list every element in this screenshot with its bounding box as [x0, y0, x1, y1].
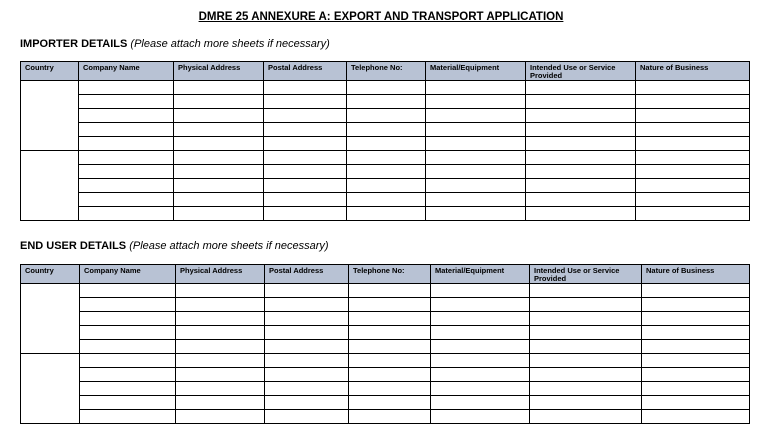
intended-use-or-service-provided-cell[interactable] [526, 95, 636, 109]
material-equipment-cell[interactable] [431, 410, 530, 424]
nature-of-business-cell[interactable] [642, 382, 750, 396]
material-equipment-cell[interactable] [426, 179, 526, 193]
column-header-company-name: Company Name [80, 265, 176, 284]
postal-address-cell[interactable] [265, 298, 349, 312]
table-row [21, 396, 750, 410]
postal-address-cell[interactable] [265, 340, 349, 354]
telephone-no-cell[interactable] [347, 123, 426, 137]
postal-address-cell[interactable] [264, 151, 347, 165]
company-name-cell[interactable] [79, 95, 174, 109]
telephone-no-cell[interactable] [347, 95, 426, 109]
end-user-heading-label: END USER DETAILS [20, 240, 127, 252]
table-row [21, 326, 750, 340]
physical-address-cell[interactable] [176, 382, 265, 396]
table-row [21, 179, 750, 193]
telephone-no-cell[interactable] [347, 81, 426, 95]
column-header-company-name: Company Name [79, 62, 174, 81]
physical-address-cell[interactable] [174, 123, 264, 137]
intended-use-or-service-provided-cell[interactable] [530, 326, 642, 340]
nature-of-business-cell[interactable] [636, 207, 750, 221]
intended-use-or-service-provided-cell[interactable] [530, 396, 642, 410]
physical-address-cell[interactable] [174, 165, 264, 179]
nature-of-business-cell[interactable] [636, 109, 750, 123]
table-row [21, 382, 750, 396]
material-equipment-cell[interactable] [426, 81, 526, 95]
company-name-cell[interactable] [79, 193, 174, 207]
postal-address-cell[interactable] [265, 368, 349, 382]
table-row [21, 151, 750, 165]
postal-address-cell[interactable] [265, 326, 349, 340]
company-name-cell[interactable] [80, 368, 176, 382]
nature-of-business-cell[interactable] [642, 340, 750, 354]
nature-of-business-cell[interactable] [636, 95, 750, 109]
column-header-material-equipment: Material/Equipment [426, 62, 526, 81]
nature-of-business-cell[interactable] [636, 123, 750, 137]
company-name-cell[interactable] [80, 340, 176, 354]
material-equipment-cell[interactable] [426, 109, 526, 123]
physical-address-cell[interactable] [174, 193, 264, 207]
column-header-nature-of-business: Nature of Business [642, 265, 750, 284]
physical-address-cell[interactable] [176, 396, 265, 410]
country-entry-cell[interactable] [21, 284, 80, 354]
postal-address-cell[interactable] [264, 137, 347, 151]
intended-use-or-service-provided-cell[interactable] [526, 207, 636, 221]
intended-use-or-service-provided-cell[interactable] [530, 410, 642, 424]
telephone-no-cell[interactable] [347, 165, 426, 179]
intended-use-or-service-provided-cell[interactable] [530, 298, 642, 312]
country-entry-cell[interactable] [21, 151, 79, 221]
nature-of-business-cell[interactable] [636, 151, 750, 165]
telephone-no-cell[interactable] [347, 109, 426, 123]
end-user-heading-note: (Please attach more sheets if necessary) [129, 240, 329, 252]
company-name-cell[interactable] [80, 284, 176, 298]
material-equipment-cell[interactable] [426, 207, 526, 221]
document-title: DMRE 25 ANNEXURE A: EXPORT AND TRANSPORT APPLICATION [198, 11, 564, 23]
physical-address-cell[interactable] [174, 95, 264, 109]
company-name-cell[interactable] [80, 312, 176, 326]
table-row [21, 137, 750, 151]
postal-address-cell[interactable] [265, 284, 349, 298]
physical-address-cell[interactable] [176, 354, 265, 368]
postal-address-cell[interactable] [264, 165, 347, 179]
end-user-section-heading [20, 240, 329, 252]
company-name-cell[interactable] [80, 326, 176, 340]
physical-address-cell[interactable] [174, 109, 264, 123]
column-header-telephone-no: Telephone No: [349, 265, 431, 284]
intended-use-or-service-provided-cell[interactable] [530, 284, 642, 298]
nature-of-business-cell[interactable] [636, 179, 750, 193]
telephone-no-cell[interactable] [347, 207, 426, 221]
physical-address-cell[interactable] [176, 298, 265, 312]
nature-of-business-cell[interactable] [642, 368, 750, 382]
physical-address-cell[interactable] [174, 207, 264, 221]
postal-address-cell[interactable] [264, 193, 347, 207]
intended-use-or-service-provided-cell[interactable] [526, 165, 636, 179]
importer-heading-label: IMPORTER DETAILS [20, 38, 128, 50]
column-header-physical-address: Physical Address [176, 265, 265, 284]
nature-of-business-cell[interactable] [636, 137, 750, 151]
nature-of-business-cell[interactable] [642, 326, 750, 340]
nature-of-business-cell[interactable] [636, 193, 750, 207]
postal-address-cell[interactable] [264, 95, 347, 109]
column-header-country: Country [21, 265, 80, 284]
telephone-no-cell[interactable] [349, 298, 431, 312]
physical-address-cell[interactable] [174, 151, 264, 165]
table-row [21, 312, 750, 326]
importer-heading-note: (Please attach more sheets if necessary) [130, 38, 330, 50]
telephone-no-cell[interactable] [347, 179, 426, 193]
nature-of-business-cell[interactable] [642, 354, 750, 368]
table-row [21, 368, 750, 382]
telephone-no-cell[interactable] [349, 368, 431, 382]
nature-of-business-cell[interactable] [642, 284, 750, 298]
company-name-cell[interactable] [79, 137, 174, 151]
column-header-postal-address: Postal Address [264, 62, 347, 81]
postal-address-cell[interactable] [265, 382, 349, 396]
table-row [21, 95, 750, 109]
telephone-no-cell[interactable] [347, 151, 426, 165]
postal-address-cell[interactable] [264, 109, 347, 123]
table-row [21, 340, 750, 354]
intended-use-or-service-provided-cell[interactable] [526, 193, 636, 207]
column-header-physical-address: Physical Address [174, 62, 264, 81]
intended-use-or-service-provided-cell[interactable] [530, 382, 642, 396]
material-equipment-cell[interactable] [426, 151, 526, 165]
nature-of-business-cell[interactable] [642, 410, 750, 424]
company-name-cell[interactable] [79, 207, 174, 221]
physical-address-cell[interactable] [174, 81, 264, 95]
material-equipment-cell[interactable] [426, 123, 526, 137]
telephone-no-cell[interactable] [349, 410, 431, 424]
company-name-cell[interactable] [80, 382, 176, 396]
company-name-cell[interactable] [79, 179, 174, 193]
intended-use-or-service-provided-cell[interactable] [530, 340, 642, 354]
column-header-nature-of-business: Nature of Business [636, 62, 750, 81]
column-header-postal-address: Postal Address [265, 265, 349, 284]
intended-use-or-service-provided-cell[interactable] [526, 109, 636, 123]
material-equipment-cell[interactable] [426, 95, 526, 109]
telephone-no-cell[interactable] [349, 284, 431, 298]
table-row [21, 207, 750, 221]
postal-address-cell[interactable] [264, 207, 347, 221]
company-name-cell[interactable] [80, 396, 176, 410]
material-equipment-cell[interactable] [431, 340, 530, 354]
nature-of-business-cell[interactable] [642, 312, 750, 326]
importer-details-table [20, 61, 750, 221]
material-equipment-cell[interactable] [431, 354, 530, 368]
intended-use-or-service-provided-cell[interactable] [530, 368, 642, 382]
postal-address-cell[interactable] [265, 312, 349, 326]
material-equipment-cell[interactable] [426, 165, 526, 179]
importer-header-row [21, 62, 750, 81]
intended-use-or-service-provided-cell[interactable] [530, 312, 642, 326]
company-name-cell[interactable] [79, 81, 174, 95]
table-row [21, 165, 750, 179]
telephone-no-cell[interactable] [349, 326, 431, 340]
table-row [21, 123, 750, 137]
physical-address-cell[interactable] [174, 179, 264, 193]
table-row [21, 81, 750, 95]
table-row [21, 410, 750, 424]
postal-address-cell[interactable] [264, 81, 347, 95]
intended-use-or-service-provided-cell[interactable] [526, 123, 636, 137]
company-name-cell[interactable] [79, 123, 174, 137]
material-equipment-cell[interactable] [426, 193, 526, 207]
column-header-material-equipment: Material/Equipment [431, 265, 530, 284]
postal-address-cell[interactable] [264, 123, 347, 137]
column-header-intended-use-or-service-provided: Intended Use or Service Provided [530, 265, 642, 284]
intended-use-or-service-provided-cell[interactable] [526, 81, 636, 95]
physical-address-cell[interactable] [174, 137, 264, 151]
postal-address-cell[interactable] [264, 179, 347, 193]
country-entry-cell[interactable] [21, 354, 80, 424]
table-row [21, 298, 750, 312]
table-row [21, 284, 750, 298]
end-user-details-table [20, 264, 750, 424]
material-equipment-cell[interactable] [431, 312, 530, 326]
physical-address-cell[interactable] [176, 312, 265, 326]
material-equipment-cell[interactable] [426, 137, 526, 151]
importer-section-heading [20, 38, 330, 50]
column-header-intended-use-or-service-provided: Intended Use or Service Provided [526, 62, 636, 81]
column-header-telephone-no: Telephone No: [347, 62, 426, 81]
nature-of-business-cell[interactable] [642, 298, 750, 312]
telephone-no-cell[interactable] [349, 354, 431, 368]
intended-use-or-service-provided-cell[interactable] [526, 179, 636, 193]
physical-address-cell[interactable] [176, 284, 265, 298]
telephone-no-cell[interactable] [349, 340, 431, 354]
material-equipment-cell[interactable] [431, 298, 530, 312]
nature-of-business-cell[interactable] [636, 165, 750, 179]
intended-use-or-service-provided-cell[interactable] [526, 151, 636, 165]
table-row [21, 354, 750, 368]
nature-of-business-cell[interactable] [642, 396, 750, 410]
company-name-cell[interactable] [79, 109, 174, 123]
company-name-cell[interactable] [80, 410, 176, 424]
material-equipment-cell[interactable] [431, 382, 530, 396]
material-equipment-cell[interactable] [431, 396, 530, 410]
column-header-country: Country [21, 62, 79, 81]
telephone-no-cell[interactable] [347, 137, 426, 151]
postal-address-cell[interactable] [265, 354, 349, 368]
material-equipment-cell[interactable] [431, 326, 530, 340]
company-name-cell[interactable] [80, 354, 176, 368]
table-row [21, 109, 750, 123]
physical-address-cell[interactable] [176, 326, 265, 340]
postal-address-cell[interactable] [265, 410, 349, 424]
telephone-no-cell[interactable] [349, 396, 431, 410]
company-name-cell[interactable] [80, 298, 176, 312]
intended-use-or-service-provided-cell[interactable] [526, 137, 636, 151]
company-name-cell[interactable] [79, 151, 174, 165]
nature-of-business-cell[interactable] [636, 81, 750, 95]
telephone-no-cell[interactable] [349, 312, 431, 326]
material-equipment-cell[interactable] [431, 284, 530, 298]
physical-address-cell[interactable] [176, 410, 265, 424]
company-name-cell[interactable] [79, 165, 174, 179]
intended-use-or-service-provided-cell[interactable] [530, 354, 642, 368]
postal-address-cell[interactable] [265, 396, 349, 410]
telephone-no-cell[interactable] [349, 382, 431, 396]
end-user-header-row [21, 265, 750, 284]
table-row [21, 193, 750, 207]
physical-address-cell[interactable] [176, 368, 265, 382]
physical-address-cell[interactable] [176, 340, 265, 354]
material-equipment-cell[interactable] [431, 368, 530, 382]
country-entry-cell[interactable] [21, 81, 79, 151]
telephone-no-cell[interactable] [347, 193, 426, 207]
